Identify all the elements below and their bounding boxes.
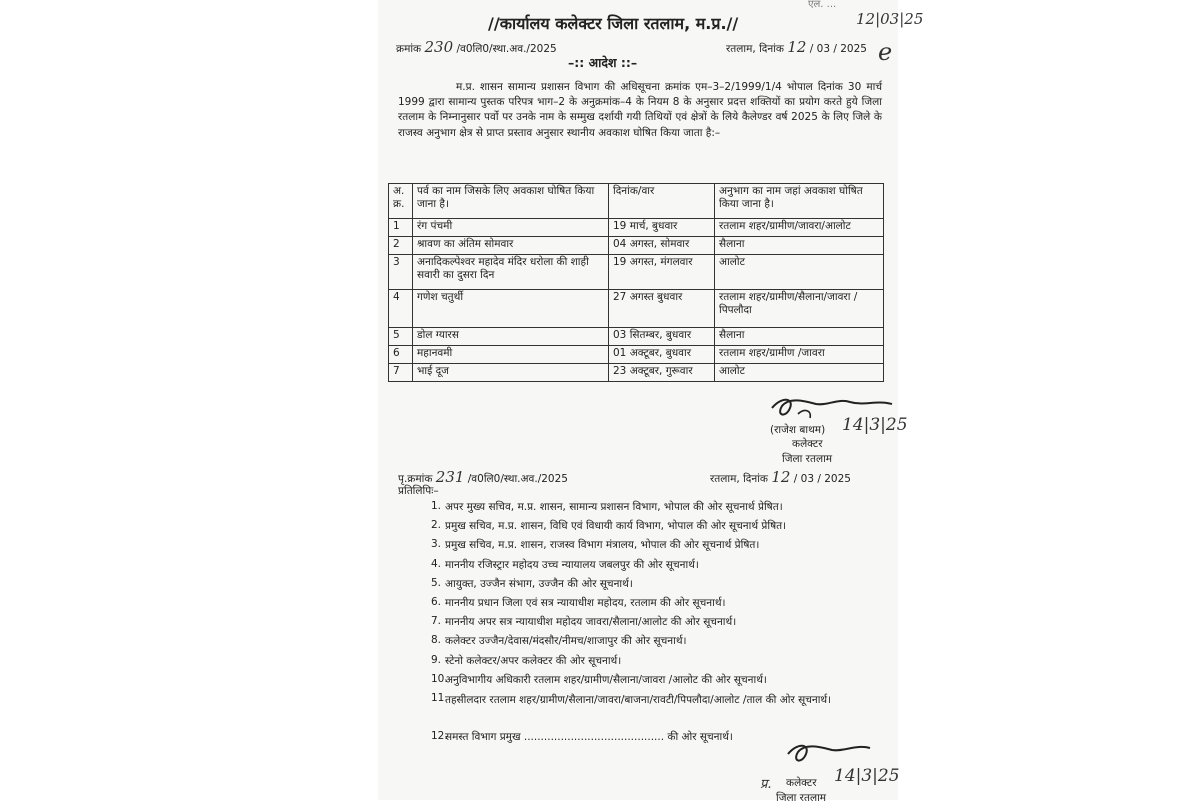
cell-festival: गणेश चतुर्थी [413,290,609,328]
item-number: 4. [431,557,442,570]
date-rest: / 03 / 2025 [809,43,867,55]
list-item [431,577,883,596]
collector-district-1: जिला रतलाम [782,453,833,465]
cell-area: रतलाम शहर/ग्रामीण/जावरा/आलोट [715,219,884,237]
header-serial: अ. क्र. [389,184,413,219]
ref-suffix: /व0लि0/स्था.अव./2025 [456,43,557,55]
copy-list [431,500,883,749]
item-number: 1. [431,500,442,512]
item-number: 3. [431,538,442,551]
item-number: 12. [431,729,448,742]
corner-handwritten-initial: e [878,38,893,66]
cell-serial: 2 [389,237,413,255]
cell-festival: रंग पंचमी [413,219,609,237]
cell-date: 03 सितम्बर, बुधवार [609,328,715,346]
cell-area: सैलाना [715,328,884,346]
item-number: 8. [431,634,442,647]
item-number: 5. [431,576,442,589]
item-text: तहसीलदार रतलाम शहर/ग्रामीण/सैलाना/जावरा/बाजना/रावटी/पिपलौदा/आलोट /ताल की ओर सूचनार्थ। [445,693,832,706]
cell-date: 19 मार्च, बुधवार [609,219,715,237]
item-text: माननीय प्रधान जिला एवं सत्र न्यायाधीश महोदय, रतलाम की ओर सूचनार्थ। [445,596,726,609]
end-ref-number: 231 [435,468,465,486]
cell-area: सैलाना [715,237,884,255]
table-row [389,255,884,290]
cell-date: 23 अक्टूबर, गुरूवार [609,364,715,382]
cell-festival: श्रावण का अंतिम सोमवार [413,237,609,255]
cell-serial: 1 [389,219,413,237]
table-row [389,290,884,328]
endorsement-place-date [710,468,851,486]
item-number: 11. [431,691,448,704]
order-paragraph [398,80,882,141]
item-text: कलेक्टर उज्जैन/देवास/मंदसौर/नीमच/शाजापुर की ओर सूचनार्थ। [445,635,687,648]
order-reference [396,38,557,56]
cell-serial: 5 [389,328,413,346]
cell-area: आलोट [715,364,884,382]
collector-title-2: कलेक्टर [786,777,817,789]
item-text: प्रमुख सचिव, म.प्र. शासन, विधि एवं विधायी कार्य विभाग, भोपाल की ओर सूचनार्थ प्रेषित। [445,520,787,533]
cell-serial: 6 [389,346,413,364]
end-place-date-label: रतलाम, दिनांक [710,473,768,485]
ref-number: 230 [424,38,454,56]
item-number: 9. [431,653,442,666]
end-date-day: 12 [771,468,791,486]
table-header-row [389,184,884,219]
cell-area: रतलाम शहर/ग्रामीण /जावरा [715,346,884,364]
cell-date: 04 अगस्त, सोमवार [609,237,715,255]
signature-date-1: 14|3|25 [842,415,908,435]
cell-serial: 3 [389,255,413,290]
table-row [389,219,884,237]
cell-date: 27 अगस्त बुधवार [609,290,715,328]
table-row [389,237,884,255]
signature-date-2: 14|3|25 [834,766,900,786]
collector-title-1: कलेक्टर [792,438,823,450]
cell-area: आलोट [715,255,884,290]
list-item [431,673,883,692]
order-heading: –:: आदेश ::– [568,55,638,70]
date-day: 12 [787,38,807,56]
office-title: //कार्यालय कलेक्टर जिला रतलाम, म.प्र.// [488,14,739,33]
cell-festival: अनादिकल्पेश्वर महादेव मंदिर धरोला की शाही सवारी का दुसरा दिन [413,255,609,290]
end-ref-label: पृ.क्रमांक [398,473,433,485]
cell-area: रतलाम शहर/ग्रामीण/सैलाना/जावरा /पिपलौदा [715,290,884,328]
item-text: माननीय अपर सत्र न्यायाधीश महोदय जावरा/सैलाना/आलोट की ओर सूचनार्थ। [445,616,737,629]
end-date-rest: / 03 / 2025 [793,473,851,485]
item-number: 2. [431,519,442,532]
item-number: 10. [431,672,448,685]
header-area: अनुभाग का नाम जहां अवकाश घोषित किया जाना है। [715,184,884,219]
header-date: दिनांक/वार [609,184,715,219]
list-item [431,596,883,615]
order-place-date [726,38,867,56]
item-number: 6. [431,595,442,608]
end-ref-suffix: /व0लि0/स्था.अव./2025 [467,473,568,485]
ref-label: क्रमांक [396,43,422,55]
list-item [431,654,883,673]
initial-mark-2: प्र. [760,777,772,792]
order-paragraph-text: म.प्र. शासन सामान्य प्रशासन विभाग की अधिसूचना क्रमांक एम–3–2/1999/1/4 भोपाल दिनांक 30 मार्च 1999 द्वारा सामान्य पुस्तक परिपत्र भाग–2 के अनुक्रमांक–4 के नियम 8 के अनुसार प्रदत्त शक्तियों का प्रयोग करते हुये जिला रतलाम के निम्नानुसार पर्वो पर उनके नाम के सम्मुख दर्शायी गयी तिथियों एवं क्षेत्रों के लिये कैलेण्डर वर्ष 2025 के लिए जिले के राजस्व अनुभाग क्षेत्र से प्राप्त प्रस्ताव अनुसार स्थानीय अवकाश घोषित किया जाता है:– [398,81,882,139]
table-row [389,364,884,382]
cell-date: 19 अगस्त, मंगलवार [609,255,715,290]
list-item [431,500,883,519]
corner-stamp: एल. ... [808,0,837,10]
corner-handwritten-date: 12|03|25 [856,10,924,28]
cell-festival: महानवमी [413,346,609,364]
list-item [431,558,883,577]
item-text: अनुविभागीय अधिकारी रतलाम शहर/ग्रामीण/सैलाना/जावरा /आलोट की ओर सूचनार्थ। [445,673,767,686]
item-text: प्रमुख सचिव, म.प्र. शासन, राजस्व विभाग मंत्रालय, भोपाल की ओर सूचनार्थ प्रेषित। [445,539,760,552]
item-text: स्टेनो कलेक्टर/अपर कलेक्टर की ओर सूचनार्थ। [445,654,622,667]
list-item [431,519,883,538]
header-festival: पर्व का नाम जिसके लिए अवकाश घोषित किया जाना है। [413,184,609,219]
list-item [431,538,883,557]
list-item [431,692,883,730]
list-item [431,634,883,653]
cell-festival: भाई दूज [413,364,609,382]
item-text: आयुक्त, उज्जैन संभाग, उज्जैन की ओर सूचनार्थ। [445,577,633,590]
collector-name: (राजेश बाथम) [770,424,826,436]
table-row [389,328,884,346]
cell-serial: 7 [389,364,413,382]
item-text: माननीय रजिस्ट्रार महोदय उच्च न्यायालय जबलपुर की ओर सूचनार्थ। [445,558,699,571]
collector-district-2: जिला रतलाम [776,792,827,804]
cell-date: 01 अक्टूबर, बुधवार [609,346,715,364]
list-item [431,615,883,634]
cell-festival: डोल ग्यारस [413,328,609,346]
item-number: 7. [431,615,442,628]
copy-label: प्रतिलिपिः– [398,485,439,497]
item-text: अपर मुख्य सचिव, म.प्र. शासन, सामान्य प्रशासन विभाग, भोपाल की ओर सूचनार्थ प्रेषित। [445,501,783,513]
holiday-table [388,183,884,382]
cell-serial: 4 [389,290,413,328]
item-text: समस्त विभाग प्रमुख .......................................... की ओर सूचनार्थ। [445,730,733,743]
place-date-label: रतलाम, दिनांक [726,43,784,55]
table-row [389,346,884,364]
